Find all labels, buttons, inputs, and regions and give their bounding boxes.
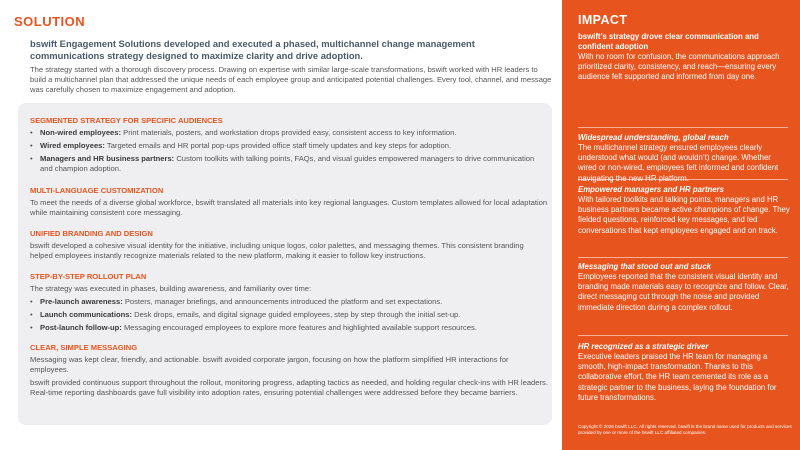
impact-block [578,133,790,184]
section-rollout [30,272,548,336]
impact-heading: Widespread understanding, global reach [578,133,729,142]
divider [578,179,788,180]
impact-text: With tailored toolkits and talking points, managers and HR business partners became active champions of change. They fielded questions, reinforced key messages, and led conversations that kept employees engaged and on track. [578,195,790,235]
divider [578,257,788,258]
impact-heading: HR recognized as a strategic driver [578,342,709,351]
section-title: UNIFIED BRANDING AND DESIGN [30,229,153,238]
section-title: MULTI-LANGUAGE CUSTOMIZATION [30,186,164,195]
solution-heading: bswift Engagement Solutions developed and executed a phased, multichannel change management communications strategy designed to maximize clarity and drive adoption. [30,38,475,61]
impact-block [578,185,790,236]
section-title: STEP-BY-STEP ROLLOUT PLAN [30,272,147,281]
solution-title: SOLUTION [14,14,86,29]
section-branding [30,229,548,261]
solution-intro: The strategy started with a thorough discovery process. Drawing on expertise with similar large-scale transformations, bswift worked with HR leaders to build a multichannel plan that addressed the unique needs of each employee group and anticipated potential challenges. Every tool, channel, and message was carefully chosen to maximize engagement and adoption. [30,65,552,94]
impact-heading: bswift’s strategy drove clear communication and confident adoption [578,32,759,51]
list-item: • Managers and HR business partners: Custom toolkits with talking points, FAQs, and visual guides empowered managers to drive communication and champion adoption. [30,154,548,174]
impact-panel [562,0,800,450]
impact-text: With no room for confusion, the communications approach prioritized clarity, consistency, and reach—ensuring every audience felt supported and informed from day one. [578,52,780,82]
bullet-list [30,297,548,333]
section-title: SEGMENTED STRATEGY FOR SPECIFIC AUDIENCES [30,116,223,125]
impact-heading: Empowered managers and HR partners [578,185,725,194]
impact-heading: Messaging that stood out and stuck [578,262,711,271]
list-item: • Launch communications: Desk drops, emails, and digital signage guided employees, step by step through the initial set-up. [30,310,548,320]
divider [578,127,788,128]
section-text: bswift developed a cohesive visual identity for the initiative, including unique logos, color palettes, and messaging themes. This consistent branding helped employees instantly recognize materials related to the new platform, making it easier to follow key instructions. [30,241,524,260]
impact-block [578,342,790,403]
copyright-text: Copyright © 2026 bswift LLC. All rights reserved. bswift is the brand name used for products and services provided by one or more of the bswift LLC affiliated companies. [578,424,792,435]
section-title: CLEAR, SIMPLE MESSAGING [30,343,138,352]
divider [578,335,788,336]
impact-text: Executive leaders praised the HR team for managing a smooth, high-impact transformation. Thanks to this collaborative effort, the HR team cemented its role as a strategic partner to the business, laying the foundation for future transformations. [578,352,777,402]
section-text: Messaging was kept clear, friendly, and actionable. bswift avoided corporate jargon, focusing on how the platform simplified HR interactions for employees. bswift provided continuous support throughout the rollout, monitoring progress, adapting tactics as needed, and holding regular check-ins with HR leaders. Real-time reporting dashboards gave full visibility into adoption rates, ensuring potential challenges were addressed before they became barriers. [30,355,548,397]
section-messaging [30,343,548,401]
impact-block [578,262,790,313]
section-segmented [30,116,548,177]
impact-text: Employees reported that the consistent visual identity and branding made materials easy to recognize and follow. Clear, direct messaging cut through the noise and provided immediate direction during a complex rollout. [578,272,789,312]
section-multilang [30,186,548,218]
list-item: • Non-wired employees: Print materials, posters, and workstation drops provided easy, consistent access to key information. [30,128,548,138]
section-text: To meet the needs of a diverse global workforce, bswift translated all materials into key regional languages. Custom templates allowed for local adaptation while maintaining consistent core messaging. [30,198,548,217]
impact-text: The multichannel strategy ensured employees clearly understood what would (and wouldn’t) change. Whether wired or non-wired, employees felt informed and confident navigating the new HR platform. [578,143,779,183]
list-item: • Wired employees: Targeted emails and HR portal pop-ups provided office staff timely updates and key steps for adoption. [30,141,548,151]
list-item: • Post-launch follow-up: Messaging encouraged employees to explore more features and highlighted available support resources. [30,323,548,333]
impact-block [578,32,790,83]
section-text: The strategy was executed in phases, building awareness, and familiarity over time: [30,284,312,293]
impact-title: IMPACT [578,13,628,27]
list-item: • Pre-launch awareness: Posters, manager briefings, and announcements introduced the platform and set expectations. [30,297,548,307]
bullet-list [30,128,548,174]
